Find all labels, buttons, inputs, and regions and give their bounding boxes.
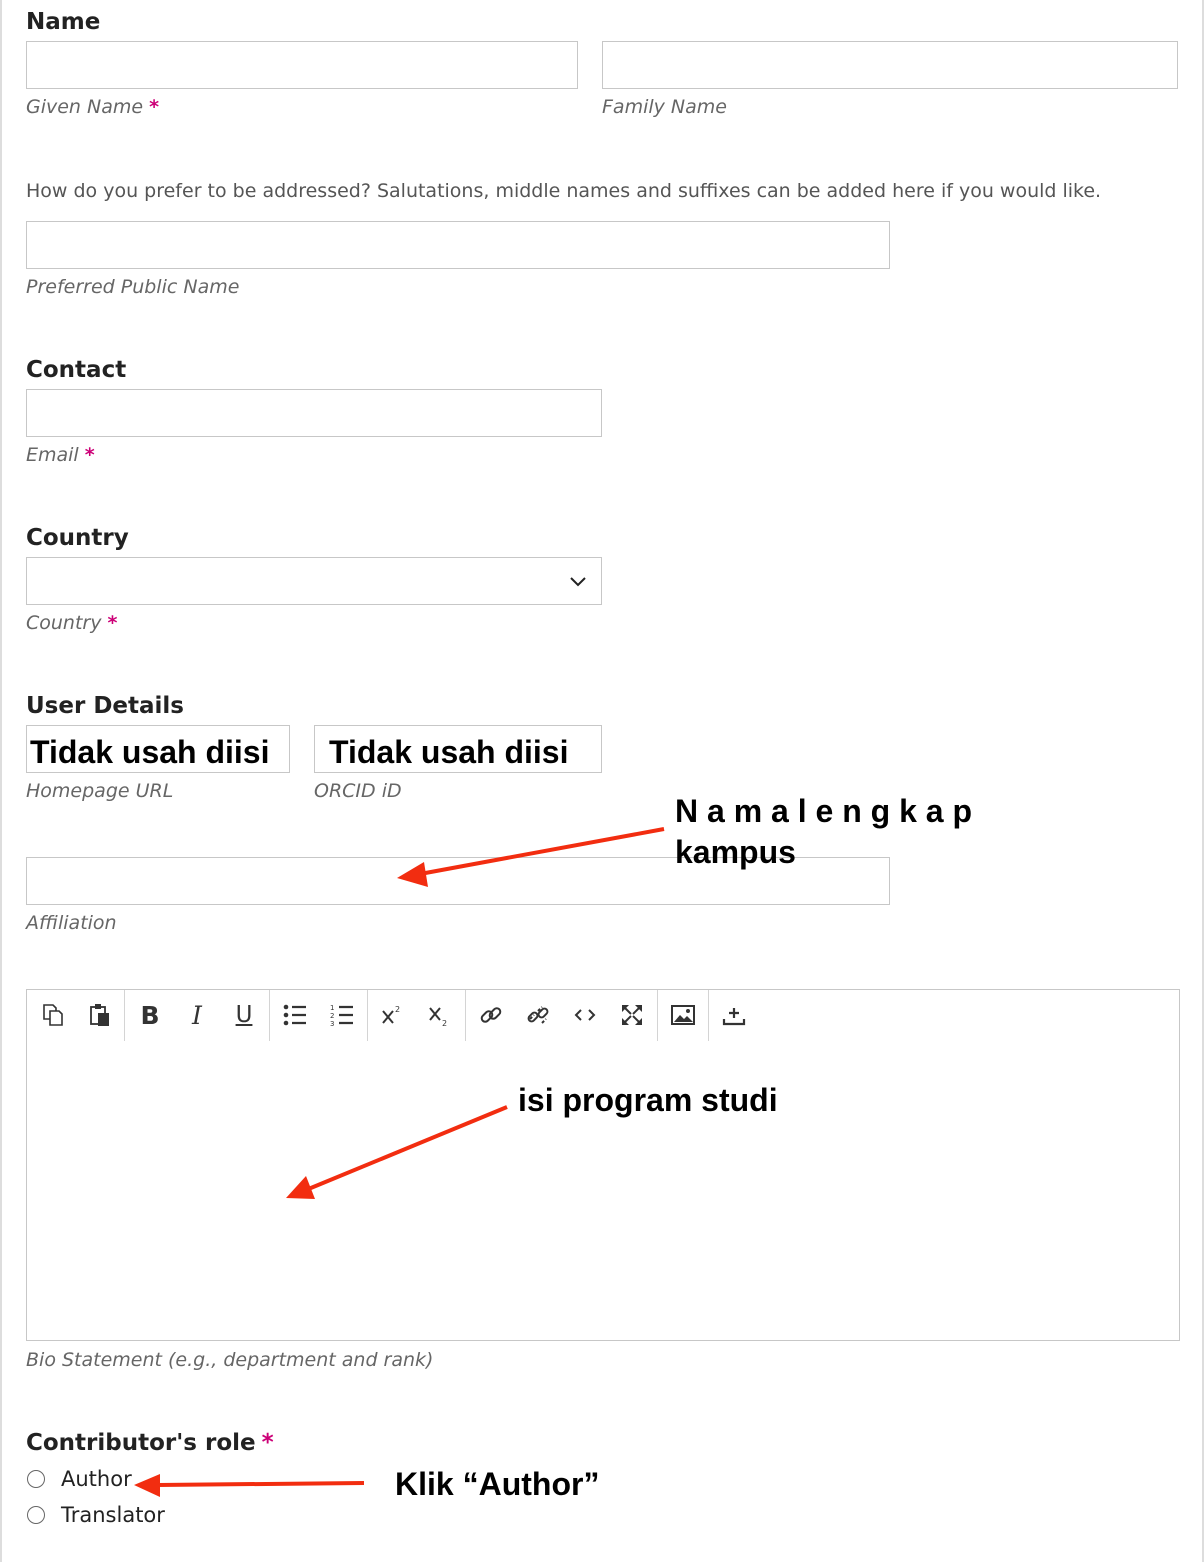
role-author-label[interactable]: Author — [61, 1467, 132, 1491]
svg-text:2: 2 — [330, 1012, 335, 1020]
bio-annotation: isi program studi — [518, 1082, 778, 1118]
fullscreen-icon[interactable] — [617, 1000, 647, 1030]
role-author-radio[interactable] — [27, 1470, 45, 1488]
bullet-list-icon[interactable] — [280, 1000, 310, 1030]
numbered-list-icon[interactable] — [327, 1000, 357, 1030]
required-mark: * — [261, 1430, 274, 1456]
svg-text:1: 1 — [330, 1004, 335, 1012]
affiliation-annotation-line1: N a m a l e n g k a p — [675, 793, 972, 829]
email-input[interactable] — [26, 389, 602, 437]
country-section-title: Country — [26, 525, 129, 551]
code-icon[interactable] — [570, 1000, 600, 1030]
family-name-label: Family Name — [602, 96, 727, 118]
subscript-icon[interactable] — [424, 1000, 454, 1030]
role-translator-label[interactable]: Translator — [61, 1503, 165, 1527]
required-mark: * — [84, 444, 95, 466]
copy-icon[interactable] — [38, 1000, 68, 1030]
paste-icon[interactable] — [85, 1000, 115, 1030]
preferred-public-name-label: Preferred Public Name — [26, 276, 240, 298]
superscript-icon[interactable] — [377, 1000, 407, 1030]
email-label: Email * — [26, 444, 95, 466]
upload-icon[interactable] — [719, 1000, 749, 1030]
homepage-url-label: Homepage URL — [26, 780, 174, 802]
svg-text:3: 3 — [330, 1020, 335, 1028]
chevron-down-icon — [569, 572, 587, 590]
bold-icon[interactable]: B — [140, 1000, 160, 1030]
country-select[interactable] — [26, 557, 602, 605]
italic-icon[interactable]: I — [192, 1000, 202, 1030]
given-name-input[interactable] — [26, 41, 578, 89]
bio-statement-label: Bio Statement (e.g., department and rank) — [26, 1349, 434, 1371]
unlink-icon[interactable] — [523, 1000, 553, 1030]
preferred-name-description: How do you prefer to be addressed? Salutations, middle names and suffixes can be added here if you would like. — [26, 180, 1102, 202]
name-section-title: Name — [26, 9, 101, 35]
country-label: Country * — [26, 612, 118, 634]
rich-text-toolbar — [26, 989, 1180, 1042]
homepage-url-input[interactable]: Tidak usah diisi — [26, 725, 290, 773]
orcid-label: ORCID iD — [314, 780, 402, 802]
image-icon[interactable] — [668, 1000, 698, 1030]
required-mark: * — [149, 96, 160, 118]
contact-section-title: Contact — [26, 357, 127, 383]
contributor-role-title: Contributor's role * — [26, 1430, 274, 1456]
svg-text:2: 2 — [395, 1005, 401, 1014]
link-icon[interactable] — [476, 1000, 506, 1030]
affiliation-label: Affiliation — [26, 912, 117, 934]
family-name-input[interactable] — [602, 41, 1178, 89]
given-name-label: Given Name * — [26, 96, 160, 118]
user-details-section-title: User Details — [26, 693, 184, 719]
role-translator-radio[interactable] — [27, 1506, 45, 1524]
underline-icon[interactable]: U — [235, 1002, 253, 1028]
orcid-input[interactable]: Tidak usah diisi — [314, 725, 602, 773]
affiliation-annotation-line2: kampus — [675, 834, 796, 870]
preferred-public-name-input[interactable] — [26, 221, 890, 269]
required-mark: * — [107, 612, 118, 634]
svg-text:2: 2 — [442, 1019, 448, 1028]
role-annotation: Klik “Author” — [395, 1466, 600, 1502]
